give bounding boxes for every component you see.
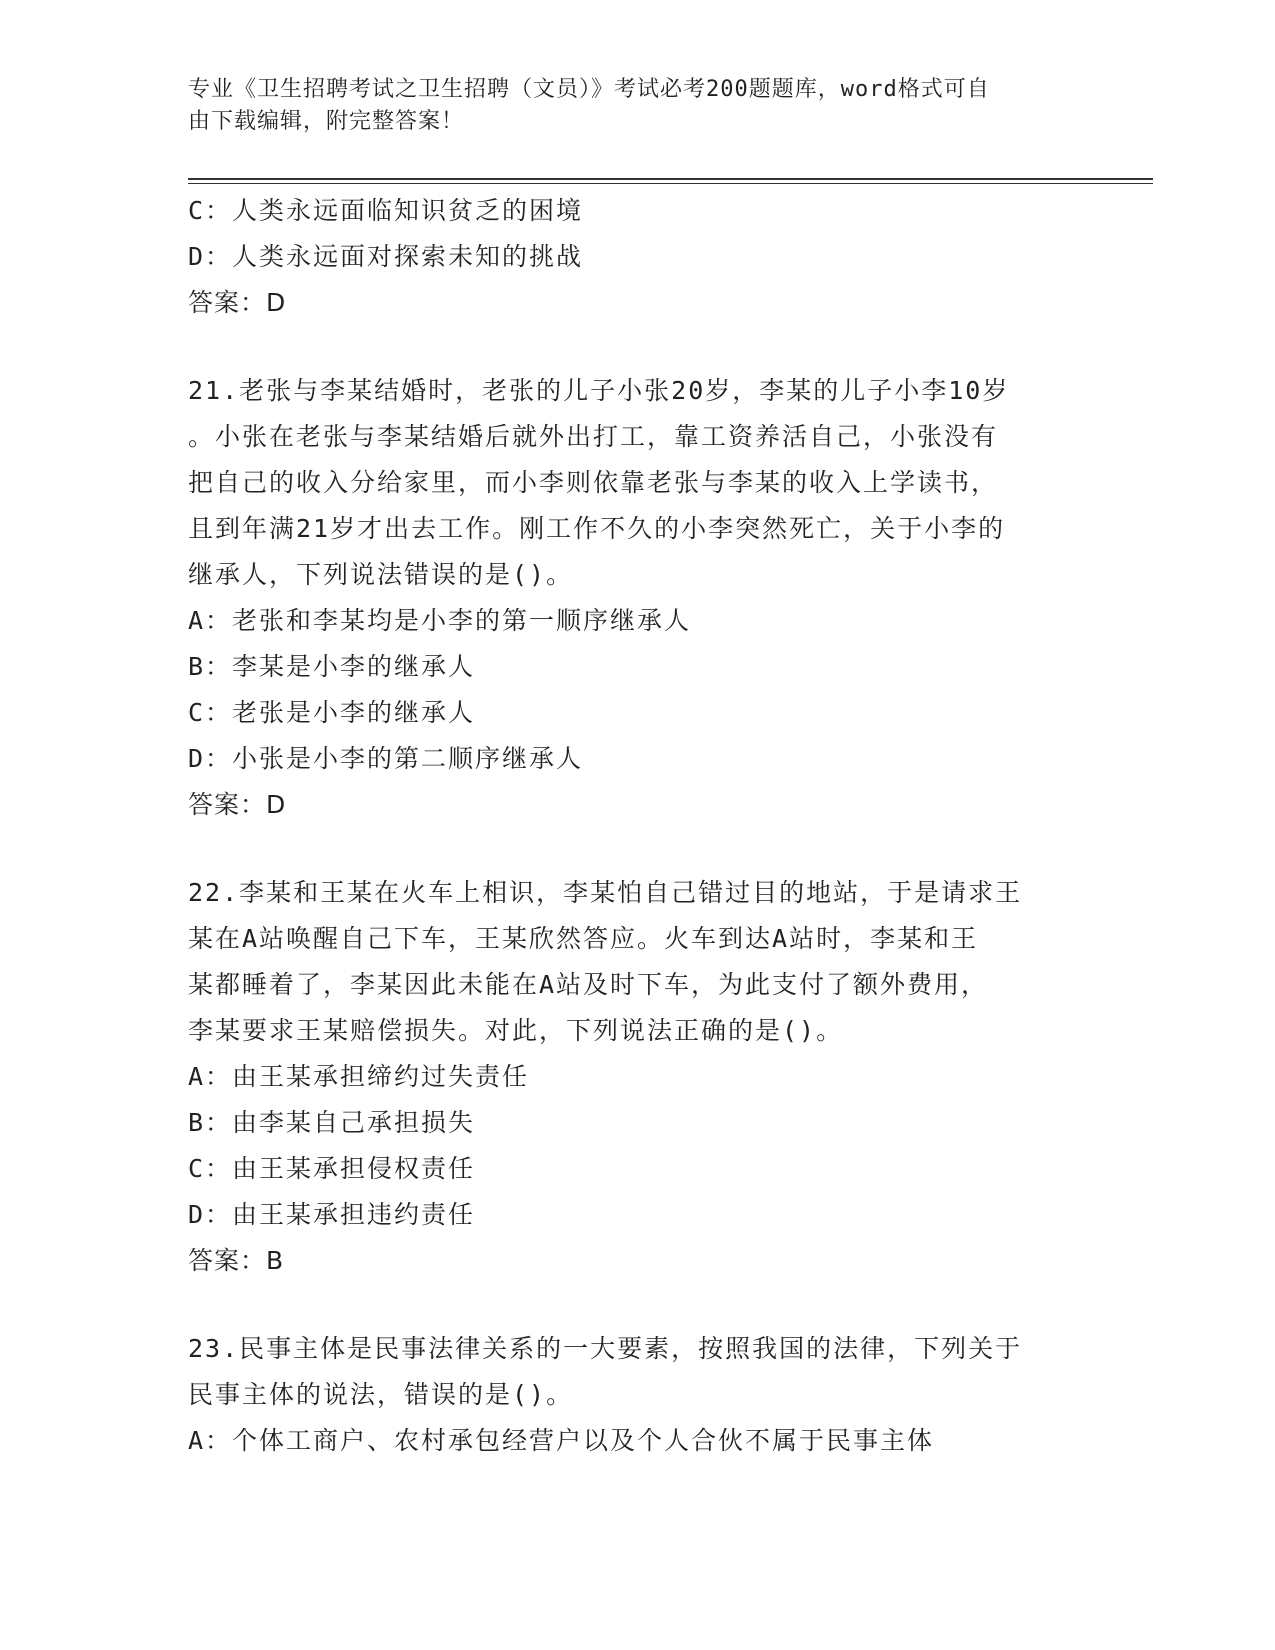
question-text-line: 22.李某和王某在火车上相识，李某怕自己错过目的地站，于是请求王 [188, 878, 1023, 907]
question-text-line: 21.老张与李某结婚时，老张的儿子小张20岁，李某的儿子小李10岁 [188, 376, 1010, 405]
question-text-line: 且到年满21岁才出去工作。刚工作不久的小李突然死亡，关于小李的 [188, 514, 1006, 543]
question-text-line: 某都睡着了，李某因此未能在A站及时下车，为此支付了额外费用， [188, 970, 989, 999]
answer: 答案：B [188, 1246, 285, 1275]
option-a: A：老张和李某均是小李的第一顺序继承人 [188, 606, 692, 635]
question-block-22 [188, 870, 1088, 1284]
header-divider [188, 178, 1153, 180]
document-header [188, 74, 1068, 138]
option-c: C：人类永远面临知识贫乏的困境 [188, 196, 584, 225]
answer: 答案：D [188, 790, 287, 819]
question-block-previous [188, 188, 1088, 326]
question-text-line: 李某要求王某赔偿损失。对此，下列说法正确的是()。 [188, 1016, 844, 1045]
option-c: C：由王某承担侵权责任 [188, 1154, 476, 1183]
document-body [188, 188, 1088, 1464]
question-block-21 [188, 368, 1088, 828]
question-text-line: 继承人，下列说法错误的是()。 [188, 560, 574, 589]
question-text-line: 23.民事主体是民事法律关系的一大要素，按照我国的法律，下列关于 [188, 1334, 1023, 1363]
question-text-line: 把自己的收入分给家里，而小李则依靠老张与李某的收入上学读书， [188, 468, 999, 497]
option-d: D：人类永远面对探索未知的挑战 [188, 242, 584, 271]
option-b: B：由李某自己承担损失 [188, 1108, 476, 1137]
option-a: A：由王某承担缔约过失责任 [188, 1062, 530, 1091]
option-a: A：个体工商户、农村承包经营户以及个人合伙不属于民事主体 [188, 1426, 935, 1455]
question-text-line: 某在A站唤醒自己下车，王某欣然答应。火车到达A站时，李某和王 [188, 924, 979, 953]
option-d: D：小张是小李的第二顺序继承人 [188, 744, 584, 773]
option-d: D：由王某承担违约责任 [188, 1200, 476, 1229]
header-line-2: 由下载编辑，附完整答案！ [188, 109, 465, 134]
option-c: C：老张是小李的继承人 [188, 698, 476, 727]
question-text-line: 民事主体的说法，错误的是()。 [188, 1380, 574, 1409]
header-divider-thin [188, 183, 1153, 184]
answer: 答案：D [188, 288, 287, 317]
question-block-23 [188, 1326, 1088, 1464]
header-line-1: 专业《卫生招聘考试之卫生招聘（文员）》考试必考200题题库，word格式可自 [188, 77, 990, 102]
question-text-line: 。小张在老张与李某结婚后就外出打工，靠工资养活自己，小张没有 [188, 422, 999, 451]
option-b: B：李某是小李的继承人 [188, 652, 476, 681]
